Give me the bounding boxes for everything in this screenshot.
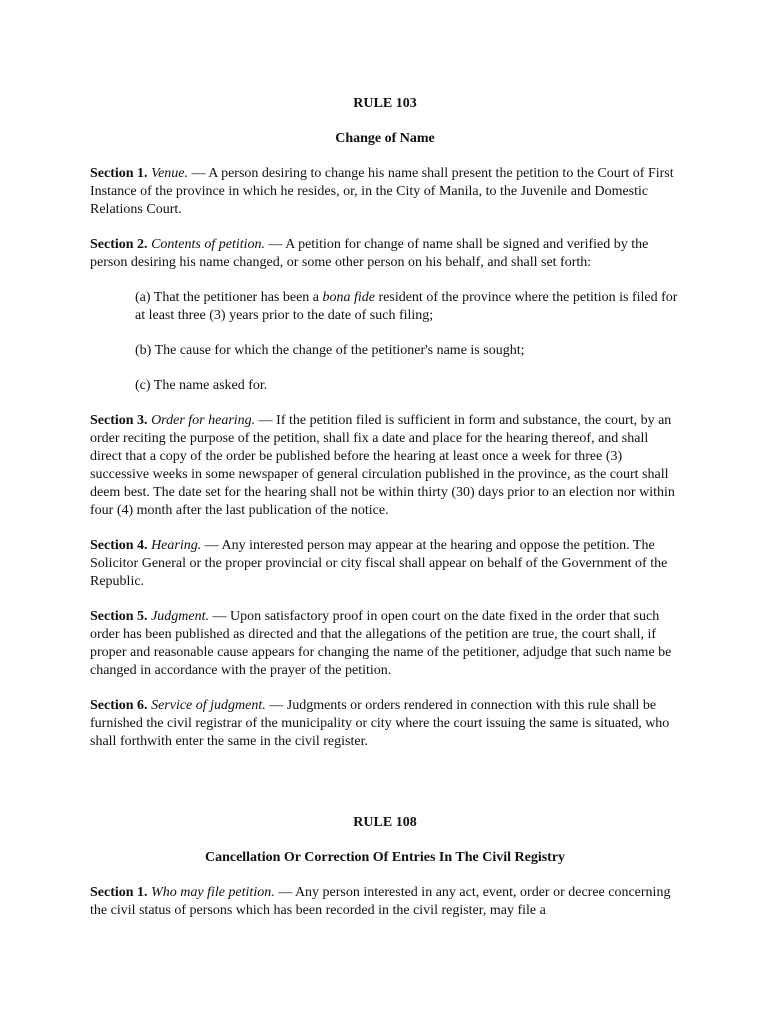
section-label: Section 1.: [90, 885, 148, 900]
section-heading: Venue.: [151, 166, 188, 181]
rule-108-title: RULE 108: [353, 815, 417, 830]
document-body: [90, 95, 680, 937]
rule-103-section-2-item-b: [90, 342, 680, 360]
rule-103-subtitle: Change of Name: [335, 131, 435, 146]
item-text: (a) That the petitioner has been a: [135, 290, 323, 305]
rule-103-section-5: [90, 608, 680, 680]
section-heading: Contents of petition.: [151, 237, 266, 252]
rule-103-section-2-item-c: [90, 377, 680, 395]
section-heading: Who may file petition.: [151, 885, 275, 900]
section-text: — Any interested person may appear at the hearing and oppose the petition. The Solicitor General or the proper provincial or city fiscal shall appear on behalf of the Government of the Republic.: [90, 538, 668, 589]
section-text: — Upon satisfactory proof in open court on the date fixed in the order that such order has been published as directed and that the allegations of the petition are true, the court shall, if proper and reasonable cause appears for changing the name of the petitioner, adjudge that such name be changed in accordance with the prayer of the petition.: [90, 609, 672, 678]
rule-spacer: [90, 768, 680, 814]
section-label: Section 5.: [90, 609, 148, 624]
rule-103-section-1: [90, 165, 680, 219]
rule-108-subtitle: Cancellation Or Correction Of Entries In The Civil Registry: [204, 850, 566, 865]
section-label: Section 4.: [90, 538, 148, 553]
section-label: Section 2.: [90, 237, 148, 252]
section-text: — A petition for change of name shall be signed and verified by the person desiring his name changed, or some other person on his behalf, and shall set forth:: [90, 237, 649, 270]
rule-103-section-2: [90, 236, 680, 272]
rule-103-section-2-item-a: [90, 289, 680, 325]
section-heading: Service of judgment.: [151, 698, 266, 713]
section-text: — If the petition filed is sufficient in form and substance, the court, by an order reciting the purpose of the petition, shall fix a date and place for the hearing thereof, and shall direct that a copy of the order be published before the hearing at least once a week for three (3) successive weeks in some newspaper of general circulation published in the province, as the court shall deem best. The date set for the hearing shall not be within thirty (30) days prior to an election nor within four (4) month after the last publication of the notice.: [90, 413, 675, 518]
section-text: — Any person interested in any act, event, order or decree concerning the civil status of persons which has been recorded in the civil register, may file a: [90, 885, 671, 918]
item-text-after: resident of the province where the petition is filed for at least three (3) years prior to the date of such filing;: [135, 290, 678, 323]
rule-108-section-1: [90, 884, 680, 920]
section-text: — A person desiring to change his name shall present the petition to the Court of First Instance of the province in which he resides, or, in the City of Manila, to the Juvenile and Domestic Relations Court.: [90, 166, 674, 217]
rule-103-section-6: [90, 697, 680, 751]
section-heading: Hearing.: [151, 538, 202, 553]
item-text: (b) The cause for which the change of the petitioner's name is sought;: [135, 343, 525, 358]
section-label: Section 6.: [90, 698, 148, 713]
item-text: (c) The name asked for.: [135, 378, 268, 393]
rule-103-title: RULE 103: [353, 96, 417, 111]
section-text: — Judgments or orders rendered in connection with this rule shall be furnished the civil registrar of the municipality or city where the court issuing the same is situated, who shall forthwith enter the same in the civil register.: [90, 698, 670, 749]
section-label: Section 3.: [90, 413, 148, 428]
rule-103-section-3: [90, 412, 680, 520]
section-heading: Judgment.: [151, 609, 209, 624]
item-italic-text: bona fide: [322, 290, 375, 305]
rule-103-section-4: [90, 537, 680, 591]
section-label: Section 1.: [90, 166, 148, 181]
section-heading: Order for hearing.: [151, 413, 256, 428]
